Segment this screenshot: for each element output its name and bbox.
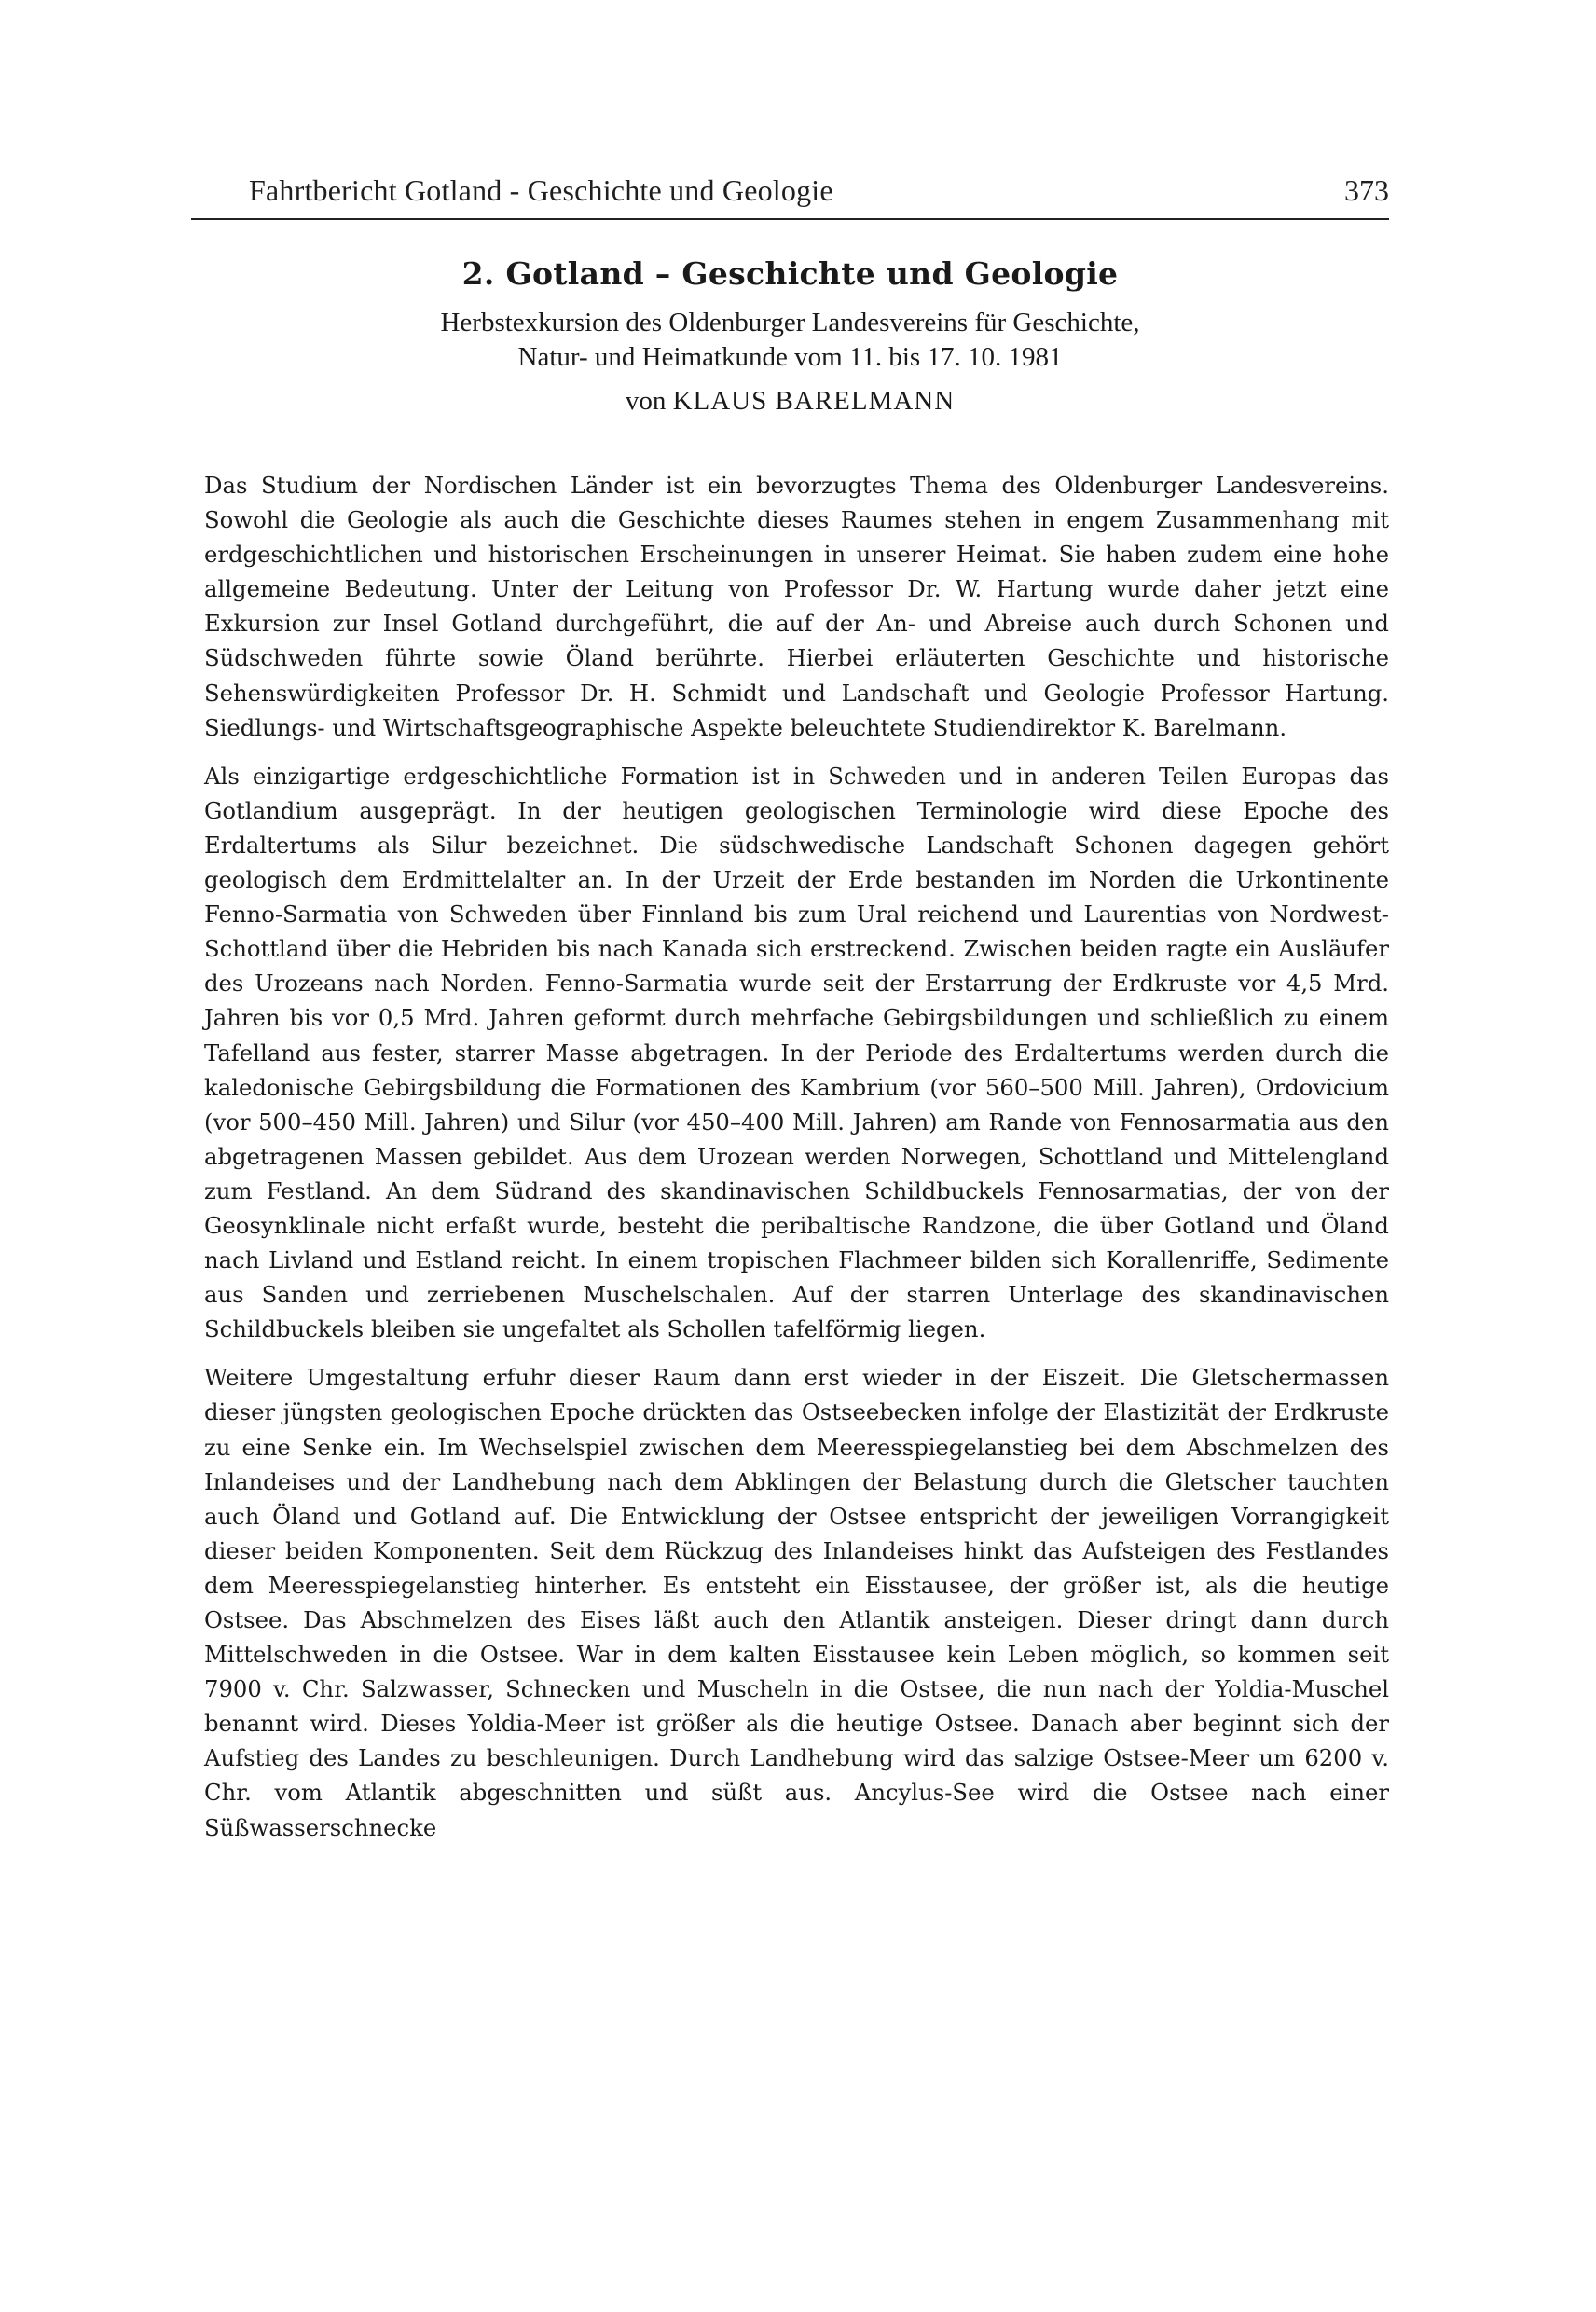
title-block (191, 252, 1389, 419)
page-number: 373 (1344, 173, 1389, 207)
running-title: Fahrtbericht Gotland - Geschichte und Geologie (249, 173, 833, 207)
article-title: 2. Gotland – Geschichte und Geologie (461, 255, 1119, 292)
author-line (191, 384, 1389, 419)
paragraph-3: Weitere Umgestaltung erfuhr dieser Raum dann erst wieder in der Eiszeit. Die Gletschermassen dieser jüngsten geologischen Epoche drückten das Ostseebecken infolge der Elastizität der Erdkruste zu eine Senke ein. Im Wechselspiel zwischen dem Meeresspiegelanstieg bei dem Abschmelzen des Inlandeises und der Landhebung nach dem Abklingen der Belastung durch die Gletscher tauchten auch Öland und Gotland auf. Die Entwicklung der Ostsee entspricht der jeweiligen Vorrangigkeit dieser beiden Komponenten. Seit dem Rückzug des Inlandeises hinkt das Aufsteigen des Festlandes dem Meeresspiegelanstieg hinterher. Es entsteht ein Eisstausee, der größer ist, als die heutige Ostsee. Das Abschmelzen des Eises läßt auch den Atlantik ansteigen. Dieser dringt dann durch Mittelschweden in die Ostsee. War in dem kalten Eisstausee kein Leben möglich, so kommen seit 7900 v. Chr. Salzwasser, Schnecken und Muscheln in die Ostsee, die nun nach der Yoldia-Muschel benannt wird. Dieses Yoldia-Meer ist größer als die heutige Ostsee. Danach aber beginnt sich der Aufstieg des Landes zu beschleunigen. Durch Landhebung wird das salzige Ostsee-Meer um 6200 v. Chr. vom Atlantik abgeschnitten und süßt aus. Ancylus-See wird die Ostsee nach einer Süßwasserschnecke (204, 1364, 1389, 1841)
subtitle-line-2: Natur- und Heimatkunde vom 11. bis 17. 10. 1981 (517, 342, 1063, 372)
author-name: KLAUS BARELMANN (672, 386, 956, 416)
paragraph-1: Das Studium der Nordischen Länder ist ein bevorzugtes Thema des Oldenburger Landesvereins. Sowohl die Geologie als auch die Geschichte dieses Raumes stehen in engem Zusammenhang mit erdgeschichtlichen und historischen Erscheinungen in unserer Heimat. Sie haben zudem eine hohe allgemeine Bedeutung. Unter der Leitung von Professor Dr. W. Hartung wurde daher jetzt eine Exkursion zur Insel Gotland durchgeführt, die auf der An- und Abreise auch durch Schonen und Südschweden führte sowie Öland berührte. Hierbei erläuterten Geschichte und historische Sehenswürdigkeiten Professor Dr. H. Schmidt und Landschaft und Geologie Professor Hartung. Siedlungs- und Wirtschaftsgeographische Aspekte beleuchtete Studiendirektor K. Barelmann. (204, 472, 1389, 741)
paragraph-2: Als einzigartige erdgeschichtliche Formation ist in Schweden und in anderen Teilen Europas das Gotlandium ausgeprägt. In der heutigen geologischen Terminologie wird diese Epoche des Erdaltertums als Silur bezeichnet. Die südschwedische Landschaft Schonen dagegen gehört geologisch dem Erdmittelalter an. In der Urzeit der Erde bestanden im Norden die Urkontinente Fenno-Sarmatia von Schweden über Finnland bis zum Ural reichend und Laurentias von Nordwest-Schottland über die Hebriden bis nach Kanada sich erstreckend. Zwischen beiden ragte ein Ausläufer des Urozeans nach Norden. Fenno-Sarmatia wurde seit der Erstarrung der Erdkruste vor 4,5 Mrd. Jahren bis vor 0,5 Mrd. Jahren geformt durch mehrfache Gebirgsbildungen und schließlich zu einem Tafelland aus fester, starrer Masse abgetragen. In der Periode des Erdaltertums werden durch die kaledonische Gebirgsbildung die Formationen des Kambrium (vor 560–500 Mill. Jahren), Ordovicium (vor 500–450 Mill. Jahren) und Silur (vor 450–400 Mill. Jahren) am Rande von Fennosarmatia aus den abgetragenen Massen gebildet. Aus dem Urozean werden Norwegen, Schottland und Mittelengland zum Festland. An dem Südrand des skandinavischen Schildbuckels Fennosarmatias, der von der Geosynklinale nicht erfaßt wurde, besteht die peribaltische Randzone, die über Gotland und Öland nach Livland und Estland reicht. In einem tropischen Flachmeer bilden sich Korallenriffe, Sedimente aus Sanden und zerriebenen Muschelschalen. Auf der starren Unterlage des skandinavischen Schildbuckels bleiben sie ungefaltet als Schollen tafelförmig liegen. (204, 762, 1389, 1343)
body-text (204, 468, 1389, 1845)
subtitle-line-1: Herbstexkursion des Oldenburger Landesvereins für Geschichte, (440, 308, 1140, 337)
running-header (191, 168, 1389, 220)
author-prefix: von (625, 386, 667, 416)
